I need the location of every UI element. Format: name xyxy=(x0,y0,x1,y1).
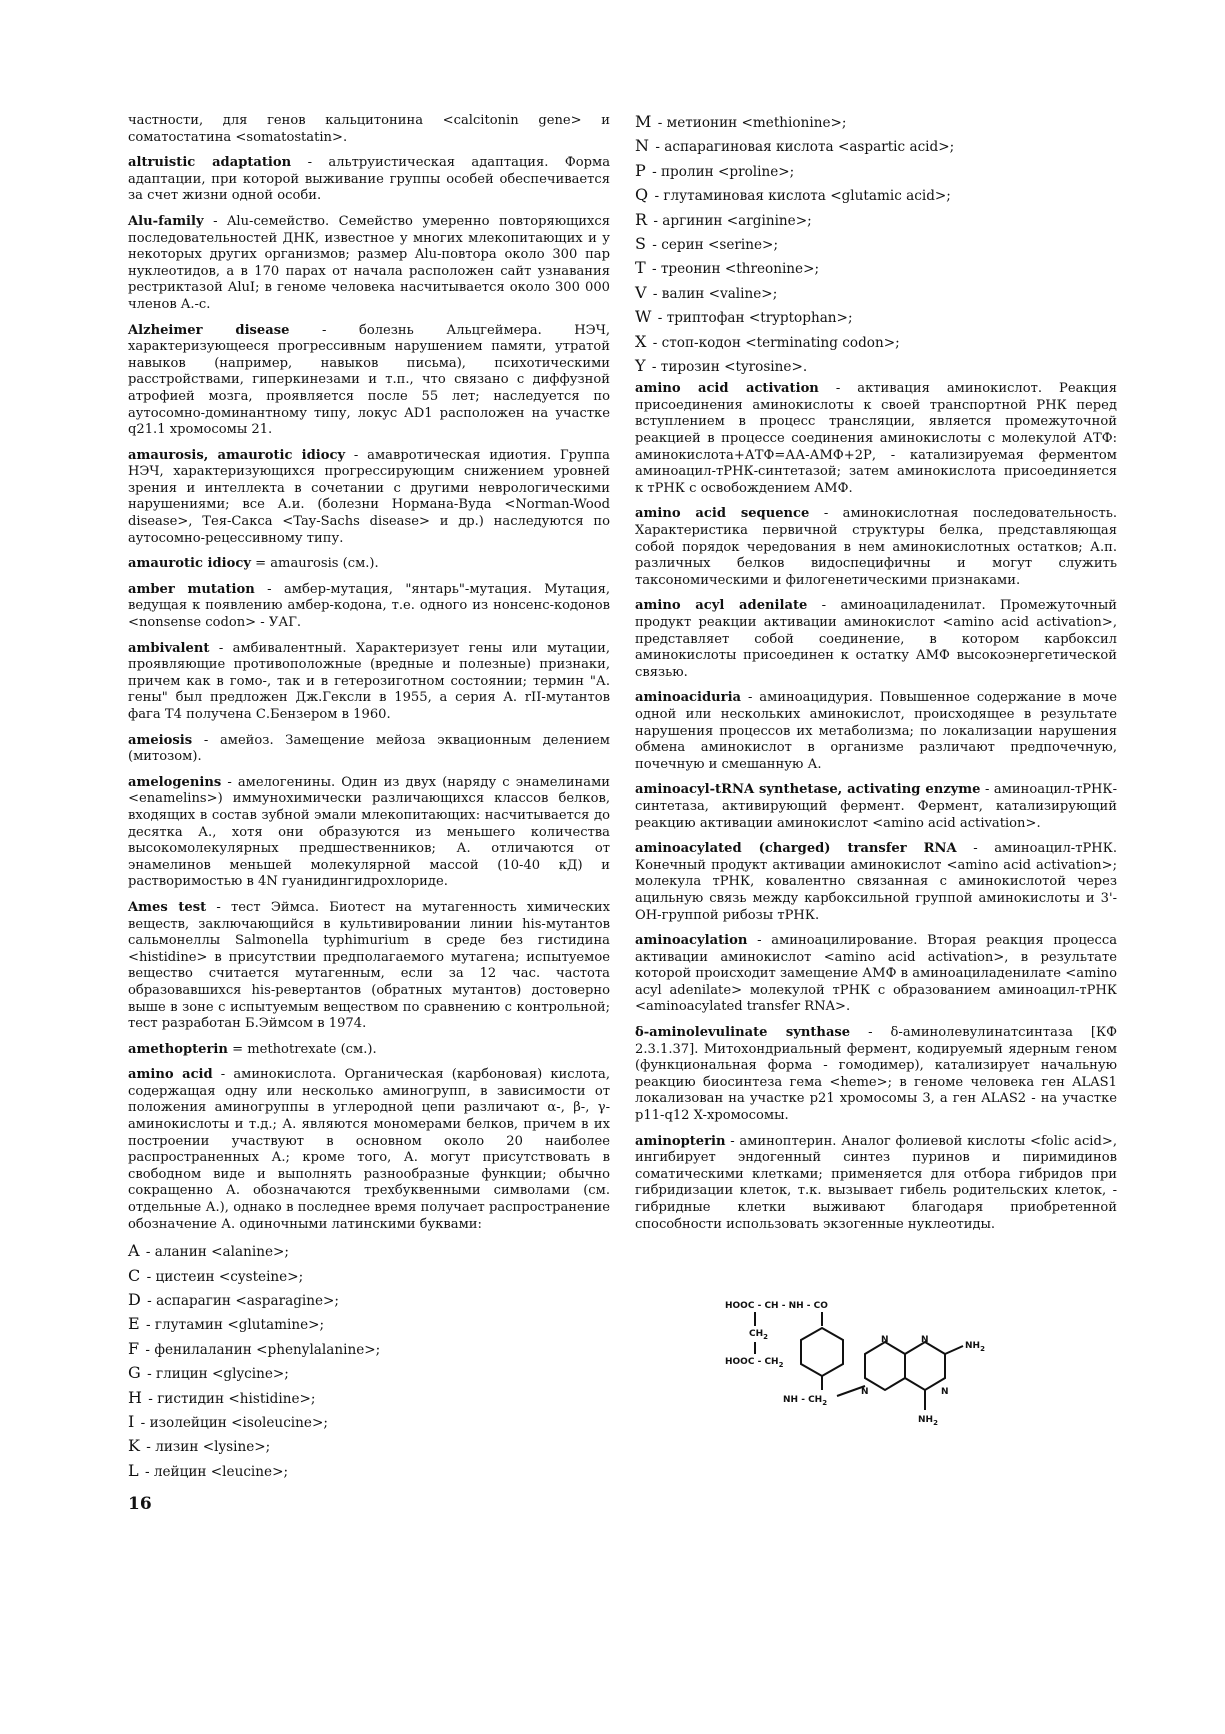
entry-definition: - болезнь Альцгеймера. НЭЧ, характеризующееся прогрессивным нарушением памяти, утратой навыков (например, навыков письма), психотическими расстройствами, гиперкинезами и т.п., что связано с диффузной атрофией мозга, проявляется после 55 лет; наследуется по аутосомно-доминантному типу, локус AD1 расположен на участке q21.1 хромосомы 21. xyxy=(128,322,610,438)
amino-acid-name: - серин <serine>; xyxy=(647,236,779,253)
amino-acid-letter: W xyxy=(635,307,652,327)
dictionary-entry xyxy=(635,841,1117,924)
formula-left-chain: HOOC - $CH_2$ xyxy=(725,1357,784,1369)
dictionary-entry xyxy=(635,1134,1117,1234)
amino-acid-letter-item xyxy=(635,186,1117,205)
amino-acid-letter-item xyxy=(635,162,1117,181)
amino-acid-letter-item xyxy=(635,333,1117,352)
entry-definition: - амелогенины. Один из двух (наряду с энамелинами <enamelins>) иммунохимически различающихся классов белков, входящих в состав зубной эмали млекопитающих: насчитывается до десятка А., хотя они образуются из меньшего количества высокомолекулярных предшественников; А. отличаются от энамелинов меньшей молекулярной массой (10-40 кД) и растворимостью в 4N гуанидингидрохлориде. xyxy=(128,774,610,890)
dictionary-entry xyxy=(128,113,610,146)
dictionary-entry xyxy=(635,782,1117,832)
formula-nh-ch2: NH - $CH_2$ xyxy=(783,1395,828,1407)
entry-headword: aminoaciduria xyxy=(635,690,742,706)
amino-acid-name: - треонин <threonine>; xyxy=(647,261,820,278)
entry-definition: - альтруистическая адаптация. Форма адаптации, при которой выживание группы особей обеспечивается за счет жизни одной особи. xyxy=(128,155,610,204)
entry-headword: aminoacylated (charged) transfer RNA xyxy=(635,841,957,857)
amino-acid-letter: Q xyxy=(635,185,649,205)
amino-acid-name: - глутаминовая кислота <glutamic acid>; xyxy=(650,188,951,205)
amino-acid-name: - изолейцин <isoleucine>; xyxy=(136,1414,328,1431)
dictionary-entry xyxy=(128,155,610,205)
amino-acid-letter-item xyxy=(635,211,1117,230)
entry-definition: частности, для генов кальцитонина <calcitonin gene> и соматостатина <somatostatin>. xyxy=(128,113,610,145)
entry-headword: ambivalent xyxy=(128,640,210,656)
dictionary-entry xyxy=(128,641,610,724)
amino-acid-name: - аспарагиновая кислота <aspartic acid>; xyxy=(651,139,955,156)
amino-acid-letter: R xyxy=(635,209,648,229)
amino-acid-letter: X xyxy=(635,331,647,351)
amino-acid-name: - лейцин <leucine>; xyxy=(140,1463,289,1480)
entry-headword: aminoacyl-tRNA synthetase, activating enzyme xyxy=(635,782,981,798)
formula-nh2-bottom: $NH_2$ xyxy=(918,1415,938,1427)
entry-headword: δ-aminolevulinate synthase xyxy=(635,1025,851,1041)
amino-acid-name: - гистидин <histidine>; xyxy=(143,1390,316,1407)
formula-bond xyxy=(945,1346,963,1354)
amino-acid-name: - метионин <methionine>; xyxy=(653,115,847,131)
amino-acid-letter: C xyxy=(128,1265,141,1285)
dictionary-entry xyxy=(128,1067,610,1233)
dictionary-entry xyxy=(128,733,610,766)
dictionary-entry xyxy=(128,775,610,891)
amino-acid-letter-item xyxy=(128,1315,610,1334)
entry-headword: amaurosis, amaurotic idiocy xyxy=(128,447,346,463)
entry-headword: altruistic adaptation xyxy=(128,155,292,171)
entry-definition: - тест Эймса. Биотест на мутагенность химических веществ, заключающийся в культивировании линии his-мутантов сальмонеллы Salmonella typhimurium в среде без гистидина <histidine> в присутствии предполагаемого мутагена; испытуемое вещество считается мутагенным, если за 12 час. частота образовавшихся his-ревертантов (обратных мутантов) достоверно выше в зоне с испытуемым веществом по сравнению с контрольной; тест разработан Б.Эймсом в 1974. xyxy=(128,899,610,1032)
amino-acid-name: - фенилаланин <phenylalanine>; xyxy=(141,1341,381,1358)
amino-acid-name: - аланин <alanine>; xyxy=(141,1244,289,1261)
amino-acid-letter-item xyxy=(128,1242,610,1261)
entry-definition: - активация аминокислот. Реакция присоединения аминокислоты к своей транспортной РНК перед вступлением в процесс трансляции, является промежуточной реакцией в процессе соединения аминокислоты с молекулой АТФ: аминокислота+АТФ=АА-АМФ+2Р, - катализируемая ферментом аминоацил-тРНК-синтетазой; затем аминокислота присоединяется к тРНК с освобождением АМФ. xyxy=(635,381,1117,496)
entry-definition: - амавротическая идиотия. Группа НЭЧ, характеризующихся прогрессирующим снижением уровней зрения и интеллекта в сочетании с другими неврологическими нарушениями; все А.и. (болезни Нормана-Вуда <Norman-Wood disease>, Тея-Сакса <Tay-Sachs disease> и др.) наследуются по аутосомно-рецессивному типу. xyxy=(128,447,610,546)
amino-acid-letter-list-right xyxy=(635,113,1117,376)
entry-definition: - аминоациладенилат. Промежуточный продукт реакции активации аминокислот <amino acid activation>, представляет собой соединение, в котором карбоксил аминокислоты присоединен к остатку АМФ высокоэнергетической связью. xyxy=(635,598,1117,680)
dictionary-entry xyxy=(128,556,610,573)
dictionary-entry xyxy=(128,900,610,1033)
entry-definition: - амбивалентный. Характеризует гены или мутации, проявляющие противоположные (вредные и полезные) признаки, причем как в гомо-, так и в гетерозиготном состоянии; термин "А. гены" был предложен Дж.Гексли в 1955, а серия A. rII-мутантов фага T4 получена С.Бензером в 1960. xyxy=(128,640,610,722)
aminopterin-structural-formula xyxy=(725,1298,1015,1448)
entry-definition: - δ-аминолевулинатсинтаза [КФ 2.3.1.37]. Митохондриальный фермент, кодируемый ядерным геном (функциональная форма - гомодимер), катализирует начальную реакцию биосинтеза гема <heme>; в геноме человека ген ALAS1 локализован на участке p21 хромосомы 3, а ген ALAS2 - на участке p11-q12 X-хромосомы. xyxy=(635,1025,1117,1124)
entry-definition: - аминоацидурия. Повышенное содержание в моче одной или нескольких аминокислот, происходящее в результате нарушения процессов их метаболизма; по локализации нарушения обмена аминокислот в организме различают предпочечную, почечную и смешанную А. xyxy=(635,690,1117,772)
amino-acid-name: - тирозин <tyrosine>. xyxy=(647,358,808,375)
amino-acid-letter: K xyxy=(128,1436,140,1456)
amino-acid-name: - стоп-кодон <terminating codon>; xyxy=(648,334,900,351)
amino-acid-letter-item xyxy=(128,1267,610,1286)
amino-acid-letter: S xyxy=(635,233,646,253)
entry-definition: - аминоацил-тРНК-синтетаза, активирующий фермент. Фермент, катализирующий реакцию активации аминокислот <amino acid activation>. xyxy=(635,782,1117,831)
amino-acid-name: - аргинин <arginine>; xyxy=(649,212,812,229)
entry-definition: = amaurosis (см.). xyxy=(250,556,379,572)
left-entries xyxy=(128,113,610,1233)
entry-headword: Ames test xyxy=(128,899,207,915)
amino-acid-name: - пролин <proline>; xyxy=(647,163,795,180)
formula-pyrazine-ring xyxy=(865,1342,905,1390)
amino-acid-name: - цистеин <cysteine>; xyxy=(142,1268,304,1285)
entry-definition: - аминокислотная последовательность. Характеристика первичной структуры белка, представляющая собой порядок чередования в нем аминокислотных остатков; А.п. различных белков видоспецифичны и могут служить таксономическими и филогенетическими признаками. xyxy=(635,506,1117,588)
amino-acid-letter: M xyxy=(635,112,652,131)
dictionary-entry xyxy=(128,582,610,632)
dictionary-entry xyxy=(128,323,610,439)
amino-acid-letter: E xyxy=(128,1314,140,1334)
right-entries xyxy=(635,381,1117,1233)
amino-acid-letter: N xyxy=(635,136,649,156)
entry-headword: amber mutation xyxy=(128,581,255,597)
amino-acid-letter: D xyxy=(128,1290,141,1309)
entry-headword: amino acid sequence xyxy=(635,506,810,522)
formula-pyrimidine-ring xyxy=(905,1342,945,1390)
amino-acid-letter-item xyxy=(128,1340,610,1359)
dictionary-entry xyxy=(635,381,1117,497)
amino-acid-letter-item xyxy=(635,308,1117,327)
dictionary-entry xyxy=(635,598,1117,681)
amino-acid-name: - глицин <glycine>; xyxy=(142,1366,289,1383)
amino-acid-letter: H xyxy=(128,1387,142,1407)
formula-n: N xyxy=(861,1387,869,1397)
entry-definition: - аминоацилирование. Вторая реакция процесса активации аминокислот <amino acid activation>, в результате которой происходит замещение АМФ в аминоациладенилате <amino acyl adenilate> молекулой тРНК с образованием аминоацил-тРНК <aminoacylated transfer RNA>. xyxy=(635,933,1117,1015)
amino-acid-letter-item xyxy=(635,284,1117,303)
left-column xyxy=(128,113,610,1486)
entry-headword: Alu-family xyxy=(128,213,204,229)
entry-headword: Alzheimer disease xyxy=(128,322,290,338)
entry-headword: amino acid xyxy=(128,1067,213,1083)
formula-n: N xyxy=(941,1387,949,1397)
amino-acid-letter-item xyxy=(128,1364,610,1383)
amino-acid-letter-item xyxy=(128,1413,610,1432)
dictionary-entry xyxy=(128,448,610,548)
entry-definition: - аминоптерин. Аналог фолиевой кислоты <folic acid>, ингибирует эндогенный синтез пуринов и пиримидинов соматическими клетками; применяется для отбора гибридов при гибридизации клеток, т.к. вызывает гибель родительских клеток, - гибридные клетки выживают благодаря приобретенной способности использовать экзогенные нуклеотиды. xyxy=(635,1133,1117,1232)
dictionary-entry xyxy=(635,690,1117,773)
entry-headword: amino acyl adenilate xyxy=(635,598,808,614)
page-number: 16 xyxy=(128,1494,152,1514)
amino-acid-name: - триптофан <tryptophan>; xyxy=(653,310,853,327)
amino-acid-letter-item xyxy=(128,1437,610,1456)
amino-acid-name: - лизин <lysine>; xyxy=(141,1439,271,1456)
dictionary-entry xyxy=(128,1042,610,1059)
amino-acid-name: - аспарагин <asparagine>; xyxy=(142,1293,340,1309)
amino-acid-letter: V xyxy=(635,282,647,302)
amino-acid-letter: G xyxy=(128,1363,141,1383)
amino-acid-letter: L xyxy=(128,1460,139,1480)
entry-definition: - амейоз. Замещение мейоза эквационным делением (митозом). xyxy=(128,732,610,765)
amino-acid-letter-item xyxy=(635,259,1117,278)
entry-definition: = methotrexate (см.). xyxy=(227,1041,377,1057)
entry-headword: aminopterin xyxy=(635,1133,726,1149)
amino-acid-letter: A xyxy=(128,1241,140,1261)
formula-benzene-ring xyxy=(801,1328,843,1376)
entry-definition: - Alu-семейство. Семейство умеренно повторяющихся последовательностей ДНК, известное у многих млекопитающих и у некоторых других организмов; размер Alu-повтора около 300 пар нуклеотидов, а в 170 парах от начала расположен сайт узнавания рестриктазой AluI; в геноме человека насчитывается около 300 000 членов A.-с. xyxy=(128,213,610,312)
amino-acid-letter-item xyxy=(128,1462,610,1481)
entry-headword: amethopterin xyxy=(128,1041,228,1057)
amino-acid-letter: F xyxy=(128,1338,140,1358)
dictionary-entry xyxy=(128,214,610,314)
entry-definition: - аминоацил-тРНК. Конечный продукт активации аминокислот <amino acid activation>; молекула тРНК, ковалентно связанная с аминокислотой через ацильную связь между карбоксильной группой аминокислоты и 3'-ОН-группой рибозы тРНК. xyxy=(635,841,1118,923)
amino-acid-letter: Y xyxy=(635,355,646,375)
formula-top-chain: HOOC - CH - NH - CO xyxy=(725,1301,828,1311)
entry-headword: amaurotic idiocy xyxy=(128,556,251,572)
entry-headword: amelogenins xyxy=(128,774,222,790)
amino-acid-letter-item xyxy=(635,137,1117,156)
amino-acid-name: - глутамин <glutamine>; xyxy=(141,1317,325,1334)
formula-n: N xyxy=(921,1335,929,1345)
entry-definition: - аминокислота. Органическая (карбоновая) кислота, содержащая одну или несколько аминогрупп, в зависимости от положения аминогруппы в углеродной цепи различают α-, β-, γ-аминокислоты и т.д.; А. являются мономерами белков, причем в их построении участвуют в основном около 20 наиболее распространенных А.; кроме того, А. могут присутствовать в свободном виде и выполнять разнообразные функции; обычно сокращенно А. обозначаются трехбуквенными символами (см. отдельные А.), однако в последнее время получает распространение обозначение А. одиночными латинскими буквами: xyxy=(128,1067,610,1232)
formula-ch2: $CH_2$ xyxy=(749,1329,769,1341)
amino-acid-name: - валин <valine>; xyxy=(648,285,778,302)
amino-acid-letter-item xyxy=(635,357,1117,376)
amino-acid-letter-item xyxy=(635,235,1117,254)
entry-headword: amino acid activation xyxy=(635,381,819,397)
entry-definition: - амбер-мутация, "янтарь"-мутация. Мутация, ведущая к появлению амбер-кодона, т.е. одного из нонсенс-кодонов <nonsense codon> - УАГ. xyxy=(128,581,610,631)
dictionary-entry xyxy=(635,506,1117,589)
formula-n: N xyxy=(881,1335,889,1345)
amino-acid-letter: P xyxy=(635,160,646,180)
amino-acid-letter-list-left xyxy=(128,1242,610,1481)
amino-acid-letter-item xyxy=(635,113,1117,132)
entry-headword: ameiosis xyxy=(128,732,193,748)
dictionary-entry xyxy=(635,933,1117,1016)
formula-nh2-top: $NH_2$ xyxy=(965,1341,985,1353)
dictionary-entry xyxy=(635,1025,1117,1125)
entry-headword: aminoacylation xyxy=(635,933,748,949)
right-column xyxy=(635,113,1117,1242)
amino-acid-letter: T xyxy=(635,258,646,278)
amino-acid-letter: I xyxy=(128,1411,135,1431)
amino-acid-letter-item xyxy=(128,1389,610,1408)
amino-acid-letter-item xyxy=(128,1291,610,1310)
